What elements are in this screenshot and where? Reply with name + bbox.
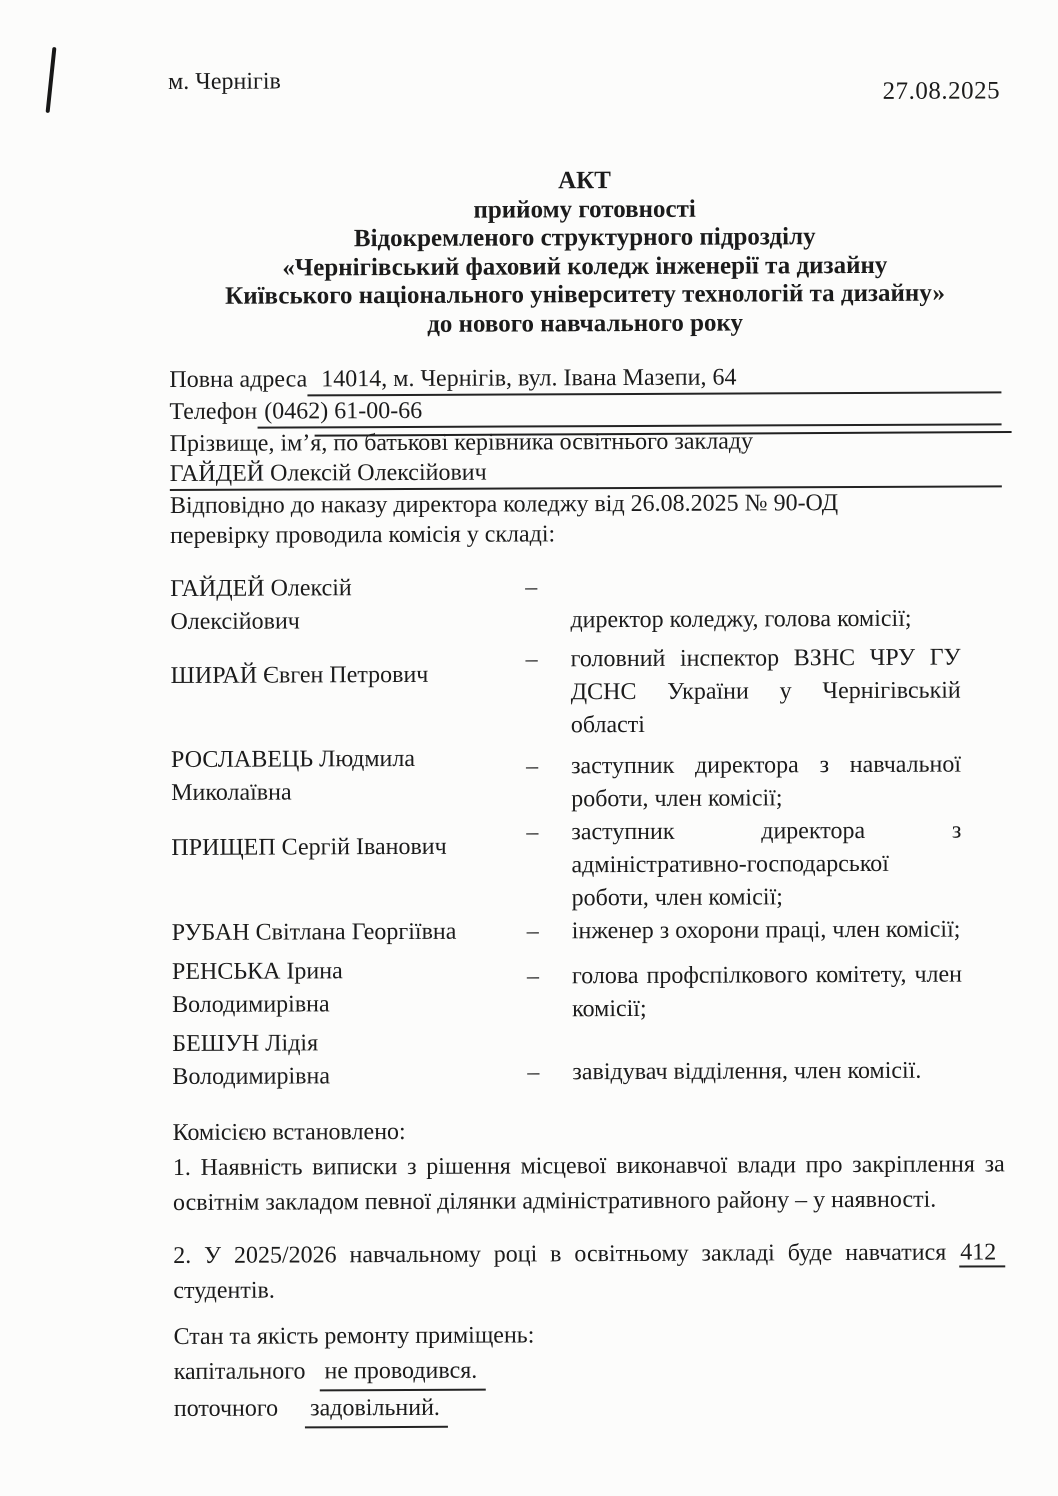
phone-value: (0462) 61-00-66 [257,393,1001,428]
dash-separator: – [525,752,539,780]
capital-repair-row [174,1351,1006,1392]
dash-separator: – [525,645,538,673]
document-title [168,165,1001,340]
member-name: РУБАН Світлана Георгіївна [171,918,457,946]
current-repair-value: задовільний. [305,1390,448,1428]
dash-separator: – [526,818,539,846]
document-content [168,64,1006,1428]
title-line-university: Київського національного університету технологій та дизайну» [224,279,945,311]
member-role: інженер з охорони праці, член комісії; [571,916,961,944]
commission-list [170,569,1004,1094]
capital-repair-value: не проводився. [319,1353,485,1391]
finding-item-2-tail: студентів. [173,1277,275,1304]
head-label-row [170,425,1002,459]
address-value: 14014, м. Чернігів, вул. Івана Мазепи, 64 [307,361,1001,396]
phone-label: Телефон [169,398,258,425]
document-header [168,64,1000,109]
phone-row [169,393,1001,429]
commission-row [171,740,1003,818]
head-label: Прізвище, ім’я, по батькові керівника освітнього закладу [169,428,754,457]
member-name: ГАЙДЕЙ Олексій Олексійович [170,574,352,635]
dash-separator: – [527,1058,540,1086]
current-repair-label: поточного [173,1395,279,1422]
member-role: заступник директора з навчальної роботи, член комісії; [570,751,962,812]
commission-row [171,814,1003,917]
member-role: головний інспектор ВЗНС ЧРУ ГУ ДСНС України у Чернігівській області [570,644,961,738]
current-repair-row [174,1388,1006,1429]
member-name: РЕНСЬКА Ірина Володимирівна [171,957,343,1018]
students-count: 412 [959,1239,1005,1267]
member-role: голова профспілкового комітету, член комісії; [571,961,963,1022]
member-role: заступник директора з адміністративно-господарської роботи, член комісії; [571,817,962,911]
order-text: Відповідно до наказу директора коледжу від 26.08.2025 № 90-ОД перевірку проводила комісія у складі: [169,489,839,549]
finding-item-2-text: 2. У 2025/2026 навчальному році в освітньому закладі буде навчатися [173,1239,947,1269]
document-city: м. Чернігів [168,68,281,95]
pen-stroke-mark [46,47,57,113]
title-line-school-year: до нового навчального року [427,309,744,338]
finding-item-1: 1. Наявність виписки з рішення місцевої виконавчої влади про закріплення за освітнім закладом певної ділянки адміністративного району – у наявності. [172,1150,1005,1216]
dash-separator: – [526,962,540,990]
dash-separator: – [526,917,539,945]
repairs-heading: Стан та якість ремонту приміщень: [173,1321,535,1350]
commission-row [171,641,1003,744]
address-label: Повна адреса [169,365,308,393]
capital-repair-label: капітального [173,1357,306,1385]
member-role: завідувач відділення, член комісії. [572,1057,922,1085]
address-row [169,361,1001,397]
title-line-unit: Відокремленого структурного підрозділу [353,223,816,253]
findings-section [173,1112,1006,1309]
member-name: РОСЛАВЕЦЬ Людмила Миколаївна [170,745,416,806]
findings-heading: Комісією встановлено: [172,1118,406,1146]
repairs-section [173,1316,1005,1429]
institution-info [169,361,1002,551]
member-name: ПРИЩЕП Сергій Іванович [171,833,447,861]
commission-row [170,569,1002,639]
head-value-row [170,455,1002,491]
title-line-act: АКТ [557,167,611,195]
member-role: директор коледжу, голова комісії; [570,605,912,633]
document-date: 27.08.2025 [882,77,1001,105]
title-line-college: «Чернігівський фаховий коледж інженерії та дизайну [282,251,888,282]
commission-row [172,952,1004,1028]
member-name: БЕШУН Лідія Володимирівна [172,1029,331,1090]
dash-separator: – [525,573,538,601]
head-value: ГАЙДЕЙ Олексій Олексійович [170,455,1002,491]
finding-item-2 [173,1235,1005,1309]
title-line-readiness: прийому готовності [473,195,696,224]
commission-row [172,913,1004,950]
commission-row [172,1024,1004,1094]
member-name: ШИРАЙ Євген Петрович [170,661,429,689]
